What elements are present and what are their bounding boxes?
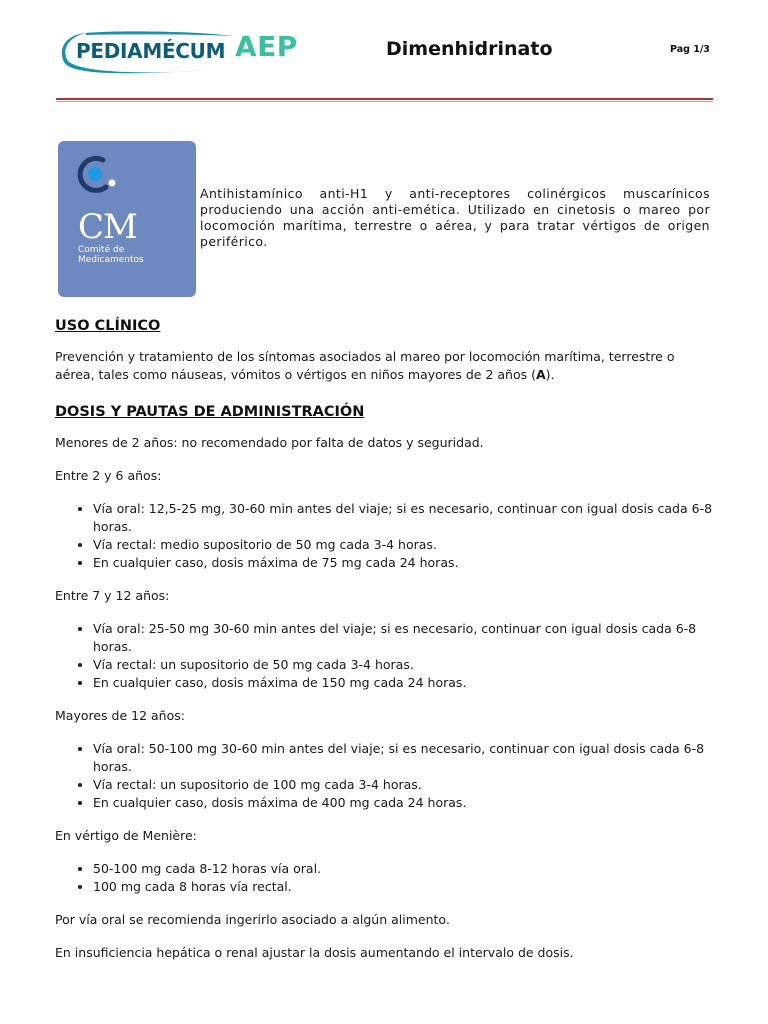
list-item: • Vía rectal: medio supositorio de 50 mg cada 3-4 horas. [93,536,715,554]
list-item: • Vía oral: 50-100 mg 30-60 min antes del viaje; si es necesario, continuar con igual dosis cada 6-8 horas. [93,740,715,776]
page-number: Pag 1/3 [670,44,710,55]
cm-subtitle [78,245,188,265]
cm-badge [58,141,196,297]
dose-list-12-plus [55,740,715,812]
list-item: • Vía oral: 12,5-25 mg, 30-60 min antes del viaje; si es necesario, continuar con igual dosis cada 6-8 horas. [93,500,715,536]
list-item: • En cualquier caso, dosis máxima de 400 mg cada 24 horas. [93,794,715,812]
uso-clinico-text-after: ). [545,367,555,382]
cm-subtitle-line2: Medicamentos [78,255,144,265]
group-label-7-12: Entre 7 y 12 años: [55,588,170,603]
logo-accent-text: AEP [235,30,298,63]
group-label-meniere: En vértigo de Menière: [55,828,197,843]
page-title: Dimenhidrinato [386,38,553,60]
cm-letters: CM [78,207,137,247]
dose-list-7-12 [55,620,715,692]
pediamecum-logo[interactable] [56,28,301,78]
header-divider-thin [56,101,713,102]
intro-paragraph: Antihistamínico anti-H1 y anti-receptores colinérgicos muscarínicos produciendo una acción anti-emética. Utilizado en cinetosis o mareo por locomoción marítima, terrestre o aérea, y para tratar vértigos de origen periférico. [200,186,710,249]
uso-clinico-text-before: Prevención y tratamiento de los síntomas asociados al mareo por locomoción marítima, terrestre o aérea, tales como náuseas, vómitos o vértigos en niños mayores de 2 años ( [55,349,675,382]
section-heading-dosis: DOSIS Y PAUTAS DE ADMINISTRACIÓN [55,404,365,420]
section-heading-uso-clinico: USO CLÍNICO [55,318,161,334]
dose-list-meniere [55,860,715,896]
main-content [55,318,715,977]
group-label-2-6: Entre 2 y 6 años: [55,468,162,483]
list-item: • 100 mg cada 8 horas vía rectal. [93,878,715,896]
header-divider [56,98,713,100]
list-item: • Vía oral: 25-50 mg 30-60 min antes del viaje; si es necesario, continuar con igual dosis cada 6-8 horas. [93,620,715,656]
uso-clinico-text [55,348,715,384]
page-header [0,0,768,105]
list-item: • En cualquier caso, dosis máxima de 150 mg cada 24 horas. [93,674,715,692]
evidence-level: A [535,367,546,382]
list-item: • Vía rectal: un supositorio de 100 mg cada 3-4 horas. [93,776,715,794]
list-item: • En cualquier caso, dosis máxima de 75 mg cada 24 horas. [93,554,715,572]
dose-list-2-6 [55,500,715,572]
committee-logo-icon [75,154,119,198]
list-item: • 50-100 mg cada 8-12 horas vía oral. [93,860,715,878]
logo-main-text: PEDIAMÉCUM [76,39,226,63]
note-insufficiency: En insuficiencia hepática o renal ajustar la dosis aumentando el intervalo de dosis. [55,945,574,960]
note-oral-food: Por vía oral se recomienda ingerirlo asociado a algún alimento. [55,912,450,927]
group-label-12-plus: Mayores de 12 años: [55,708,185,723]
cm-subtitle-line1: Comité de [78,245,125,255]
list-item: • Vía rectal: un supositorio de 50 mg cada 3-4 horas. [93,656,715,674]
dosis-menores-2: Menores de 2 años: no recomendado por falta de datos y seguridad. [55,435,484,450]
